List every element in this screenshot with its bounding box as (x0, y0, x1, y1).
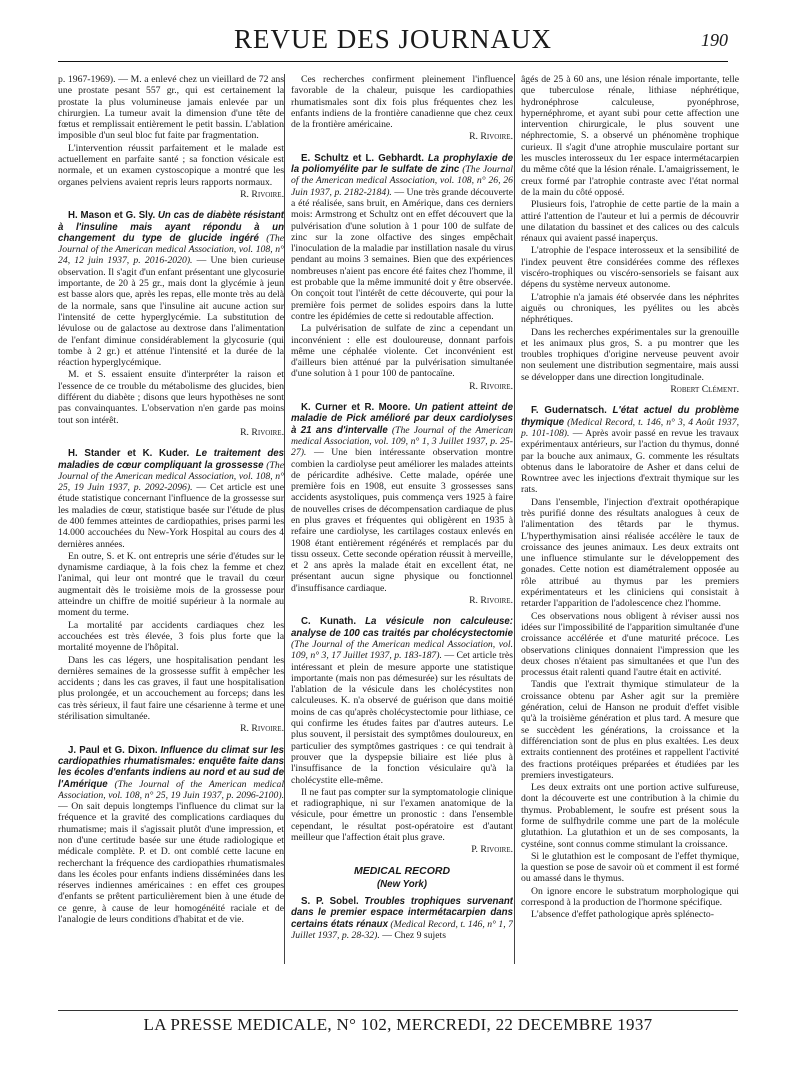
article-authors: K. Curner et R. Moore. (301, 402, 411, 414)
article-title: Le traitement des maladies de cœur compliquant la grossesse (58, 448, 284, 471)
footer-text: LA PRESSE MEDICALE, N° 102, MERCREDI, 22 DECEMBRE 1937 (143, 1015, 653, 1034)
journal-heading: MEDICAL RECORD (353, 864, 451, 877)
article-title: La prophylaxie de la poliomyélite par le sulfate de zinc (291, 152, 513, 176)
paragraph: âgés de 25 à 60 ans, une lésion rénale importante, telle que tuberculose rénale, lithiase néphrétique, hydronéphrose calculeuse, pyonéphrose, hypernéphrome, et ayant subi pour cette affection une intervention chirurgicale, le plus souvent une néphrectomie, S. a observé un phénomène trophique curieux. Il s'agit d'une atrophie musculaire portant sur les muscles interosseux du 1er espace intermétacarpien du même côté que la lésion rénale. L'amaigrissement, le creux formé par l'atrophie contraste avec l'état normal de la main du côté opposé. (521, 74, 739, 198)
article-authors: H. Stander et K. Kuder. (68, 448, 190, 460)
signature: R. Rivoire. (469, 595, 513, 607)
paragraph: Dans les recherches expérimentales sur la grenouille et les animaux plus gros, S. a pu montrer que les troubles trophiques d'origine nerveuse peuvent avoir non seulement une distribution segmentaire, mais aussi se développer dans une direction longitudinale. (521, 326, 739, 383)
article-stander-kuder (58, 448, 284, 550)
signature: Robert Clément. (670, 384, 739, 396)
paragraph: Ces recherches confirment pleinement l'influence favorable de la chaleur, puisque les cardiopathies rhumatismales sont dix fois plus fréquentes chez les enfants indiens de la frontière canadienne que chez ceux de la frontière américaine. (291, 74, 513, 131)
paragraph: Les deux extraits ont une portion active sulfureuse, dont la découverte est une contribution à la chimie du thymus. Probablement, le soufre est présent sous la forme de sulfhydrile comme une part de la molécule glutathion. La glutathion et un de ses composants, la cystéine, sont connus comme stimulant la croissance. (521, 782, 739, 850)
article-text: — Cet article très intéressant et plein de mesure apporte une statistique importante (mais non pas démesurée) sur les résultats de l'ablation de la vésicule dans les cholécystites non calculeuses. K. n'a observé de guérison que dans moitié moins de cas qu'après cholécystectomie pour lithiase, ce qui confirme les études faites par d'autres auteurs. Le plus souvent, il persistait des symptômes douloureux, en particulier des symptômes gastriques : ce qui tendrait à prouver que la dyspepsie biliaire est liée plus à l'insuffisance de la fonction vésiculaire qu'à la cholécystite elle-même. (291, 650, 513, 786)
article-reference: (The Journal of the American medical Association, vol. 108, n° 25, 19 Juin 1937, p. 2092-2096). (58, 459, 284, 494)
signature: P. Rivoire. (471, 844, 513, 856)
article-authors: E. Schultz et L. Gebhardt. (301, 152, 424, 164)
paragraph: Dans l'ensemble, l'injection d'extrait opothérapique très purifié donne des résultats analogues à ceux de l'alimentation des têtards par le thymus. L'hyperthymisation ainsi réalisée accélère le taux de croissance des jeunes animaux. Les deux extraits ont une influence stimulante sur le développement des gonades. Cette notion est diamétralement opposée au rôle attribué au thymus par les premiers expérimentateurs et les cliniciens qui consistait à retarder l'apparition de l'adolescence chez l'homme. (521, 496, 739, 610)
paragraph: p. 1967-1969). — M. a enlevé chez un vieillard de 72 ans une prostate pesant 557 gr., qui est certainement la prostate la plus volumineuse jamais enlevée par un chirurgien. La tumeur avait la dimension d'une tête de fœtus et remplissait entièrement le petit bassin. L'ablation imposible d'un seul bloc fut faite par fragmentation. (58, 74, 284, 142)
column-3 (514, 74, 739, 964)
article-curner-moore (291, 402, 513, 594)
article-title: Troubles trophiques survenant dans le premier espace intermétacarpien dans certains états rénaux (291, 896, 513, 930)
article-text: — Une bien intéressante observation montre combien la cardiolyse peut améliorer les malades atteints de péricardite adhésive. Cette malade, opérée une première fois en 1908, eut ensuite 3 grossesses sans accidents asystoliques, puis commença vers 1925 à faire de nouvelles crises de décompensation cardiaque de plus en plus graves et fréquentes qui obligèrent en 1935 à refaire une cardiolyse, les cartilages costaux enlevés en 1908 étant entièrement régénérés et remplacés par du tissu osseux. Cette seconde opération réussit à merveille, et 2 ans après la malade était en excellent état, ne présentant aucun signe physique ou fonctionnel d'insuffisance cardiaque. (291, 447, 513, 594)
article-text: — Une bien curieuse observation. Il s'agit d'un enfant présentant une glycosurie importante, de 20 à 25 gr., mais dont la glycémie à jeun est basse alors que, après les repas, elle monte très au delà de la normale, sans que l'insuline ait aucune action sur l'intensité de cette hyperglycémie. La substitution de lévulose ou de galactose au dextrose dans l'alimentation de l'enfant diminue considérablement la glycosurie (qui tombe à 2 gr.) et atténue l'intensité et la durée de la réaction hyperglycémique. (58, 255, 284, 369)
signature: R. Rivoire. (240, 723, 284, 735)
signature: R. Rivoire. (469, 380, 513, 392)
article-reference: (Medical Record, t. 146, n° 3, 4 Août 1937, p. 101-108). (521, 416, 739, 439)
journal-subheading: (New York) (376, 878, 428, 890)
article-authors: H. Mason et G. Sly. (68, 210, 156, 222)
paragraph: Plusieurs fois, l'atrophie de cette partie de la main a attiré l'attention de l'auteur et lui a permis de découvrir une dilatation du bassinet et des calices ou des calculs rénaux qui avaient passé inaperçus. (521, 199, 739, 245)
article-reference: (Medical Record, t. 146, n° 1, 7 Juillet 1937, p. 28-32). (291, 918, 513, 942)
article-reference: (The Journal of the American medical Association, vol. 109, n° 1, 3 Juillet 1937, p. 25-27). (291, 424, 513, 459)
article-text: — Chez 9 sujets (382, 930, 446, 942)
paragraph: Si le glutathion est le composant de l'effet thymique, la question se pose de savoir où et comment il est formé ou amassé dans le thymus. (521, 850, 739, 885)
paragraph: M. et S. essaient ensuite d'interpréter la raison et l'essence de ce trouble du métabolisme des glucides, bien différent du diabète ; disons que leurs hypothèses ne sont pas convainquantes. L'observation n'en garde pas moins tout son intérêt. (58, 369, 284, 426)
paragraph: L'atrophie n'a jamais été observée dans les néphrites aiguës ou chroniques, les pyélites ou les abcès néphrétiques. (521, 291, 739, 326)
article-text: — Après avoir passé en revue les travaux expérimentaux antérieurs, sur l'action du thymus, donné par la bouche aux animaux, G. commente les résultats obtenus dans le laboratoire de Asher et dans celui de Rowntree avec les injections d'extrait thymique sur les rats. (521, 427, 739, 496)
paragraph: L'atrophie de l'espace interosseux et la sensibilité de l'index peuvent être considérées comme des réflexes viscéro-trophiques ou viscéro-sensoriels se faisant aux dépens du système nerveux autonome. (521, 245, 739, 291)
article-text: — On sait depuis longtemps l'influence du climat sur la fréquence et la gravité des complications cardiaques du rhumatisme; mais il s'agissait plutôt d'une impression, et non d'une certitude basée sur une étude radiologique et médicale complète. P. et D. ont comblé cette lacune en recherchant la fréquence des cardiopathies rhumatismales dans les écoles pour enfants indiens disséminées dans les réserves indiennes américaines : en effet ces groupes d'enfants se prêtent particulièrement bien à une étude de ce genre, à cause de leur homogénéité raciale et de l'analogie de leurs conditions d'habitat et de vie. (58, 801, 284, 926)
article-title: Un patient atteint de maladie de Pick amélioré par deux cardiolyses à 21 ans d'intervalle (291, 402, 513, 436)
article-reference: (The Journal of the American medical Association, vol. 108, n° 24, 12 juin 1937, p. 2016-2020). (58, 232, 284, 267)
article-authors: C. Kunath. (301, 616, 357, 628)
page-footer (58, 1010, 738, 1034)
paragraph: La mortalité par accidents cardiaques chez les accouchées est très élevée, 3 fois plus forte que la mortalité moyenne de l'hôpital. (58, 619, 284, 654)
article-authors: S. P. Sobel. (301, 896, 359, 908)
column-1 (58, 74, 284, 964)
article-authors: J. Paul et G. Dixon. (68, 744, 158, 756)
article-schultz-gebhardt (291, 153, 513, 322)
article-gudernatsch (521, 405, 739, 495)
article-authors: F. Gudernatsch. (531, 405, 607, 417)
article-reference: (The Journal of the American medical Association, vol. 109, n° 3, 17 Juillet 1937, p. 183-187). (291, 638, 513, 662)
paragraph: Ces observations nous obligent à réviser aussi nos idées sur l'impossibilité de l'apparition simultanée d'une croissance accélérée et d'une maturité précoce. Les observations cliniques donnaient l'impression que les deux choses n'étaient pas simultanées et que l'un des processus était ralenti quand l'autre était en activité. (521, 610, 739, 679)
article-reference: (The Journal of the American medical Association, vol. 108, n° 26, 26 Juin 1937, p. 2182-2184). (291, 164, 513, 198)
article-title: Un cas de diabète résistant à l'insuline mais ayant répondu à un changement du type de glucide ingéré (58, 210, 284, 244)
article-title: Influence du climat sur les cardiopathies rhumatismales: enquête faite dans les écoles d'enfants indiens au nord et au sud de l'Amérique (58, 744, 284, 790)
article-reference: (The Journal of the American medical Association, vol. 108, n° 25, 19 Juin 1937, p. 2096-2100). (58, 778, 284, 801)
journal-section-title: REVUE DES JOURNAUX (233, 24, 552, 54)
paragraph: Dans les cas légers, une hospitalisation pendant les dernières semaines de la grossesse suffit à empêcher les accidents ; dans les cas graves, il faut une hospitalisation plus prolongée, et un accouchement au forceps; dans les cas très sérieux, il faut faire une césarienne à terme et une stérilisation simultanée. (58, 654, 284, 723)
column-2 (284, 74, 513, 964)
signature: R. Rivoire. (240, 188, 284, 200)
article-title: L'état actuel du problème thymique (521, 405, 739, 428)
header-rule (58, 61, 728, 62)
page-header (58, 22, 728, 62)
article-text: — Une très grande découverte a été réalisée, sans bruit, en Amérique, dans ces derniers mois: Armstrong et Schultz ont en effet découvert que la pulvérisation d'une solution à 1 pour 100 de sulfate de zinc sur la zone olfactive des singes empêchait l'inoculation de la maladie par instillation nasale du virus pendant au moins 3 semaines. Bien que des expériences nombreuses n'aient pas encore été faites chez l'homme, il est probable que la même immunité doit y être observée. On conçoit tout l'intérêt de cette découverte, qui pour la première fois permet de solides espoirs dans la lutte contre les épidémies de cette si redoutable affection. (291, 186, 513, 322)
article-sobel (291, 896, 513, 941)
paragraph: La pulvérisation de sulfate de zinc a cependant un inconvénient : elle est douloureuse, donnant parfois même une céphalée violente. Cet inconvénient est d'ailleurs bien atténué par la pulvérisation simultanée d'une solution à 1 pour 100 de pantocaïne. (291, 323, 513, 380)
paragraph: L'absence d'effet pathologique après splénecto- (531, 909, 714, 921)
article-kunath (291, 616, 513, 785)
paragraph: En outre, S. et K. ont entrepris une série d'études sur le dynamisme cardiaque, à la fois chez la femme et chez l'animal, qui leur ont montré que le travail du cœur augmentait dès le troisième mois de la grossesse pour atteindre un chiffre de moitié supérieur à la normale au moment du terme. (58, 550, 284, 619)
signature: R. Rivoire. (469, 131, 513, 143)
article-mason-sly (58, 210, 284, 368)
article-title: La vésicule non calculeuse: analyse de 100 cas traités par cholécystectomie (291, 616, 513, 639)
page-number: 190 (701, 30, 728, 50)
article-text: — Cet article est une étude statistique concernant l'influence de la grossesse sur les maladies de cœur, statistique basée sur l'étude de plus de 400 femmes atteintes de cardiopathies, prises parmi les 14.000 accouchées du New-York Hospital au cours des 4 dernières années. (58, 482, 284, 550)
paragraph: Il ne faut pas compter sur la symptomatologie clinique et radiographique, ni sur l'examen anatomique de la vésicule, pour émettre un pronostic : dans l'ensemble cependant, le résultat post-opératoire est d'autant meilleur que l'affection était plus grave. (291, 786, 513, 843)
signature: R. Rivoire. (240, 426, 284, 438)
paragraph: L'intervention réussit parfaitement et le malade est actuellement en parfaite santé ; sa fonction vésicale est normale, et un examen cystoscopique a montré que les organes pelviens avaient repris leurs rapports normaux. (58, 142, 284, 188)
paragraph: Tandis que l'extrait thymique stimulateur de la croissance obtenu par Asher agit sur la première génération, celui de Hanson ne produit d'effet visible qu'à la troisième génération et plus tard. A mesure que se succèdent les générations, la croissance et la différenciation sont de plus en plus exaltées. Les deux extraits contiennent des protéines et rappellent l'activité des fractions protéiques préparées et étudiées par les premiers investigateurs. (521, 679, 739, 781)
article-paul-dixon (58, 745, 284, 926)
paragraph: On ignore encore le substratum morphologique qui correspond à la production de l'hormone spécifique. (521, 885, 739, 909)
